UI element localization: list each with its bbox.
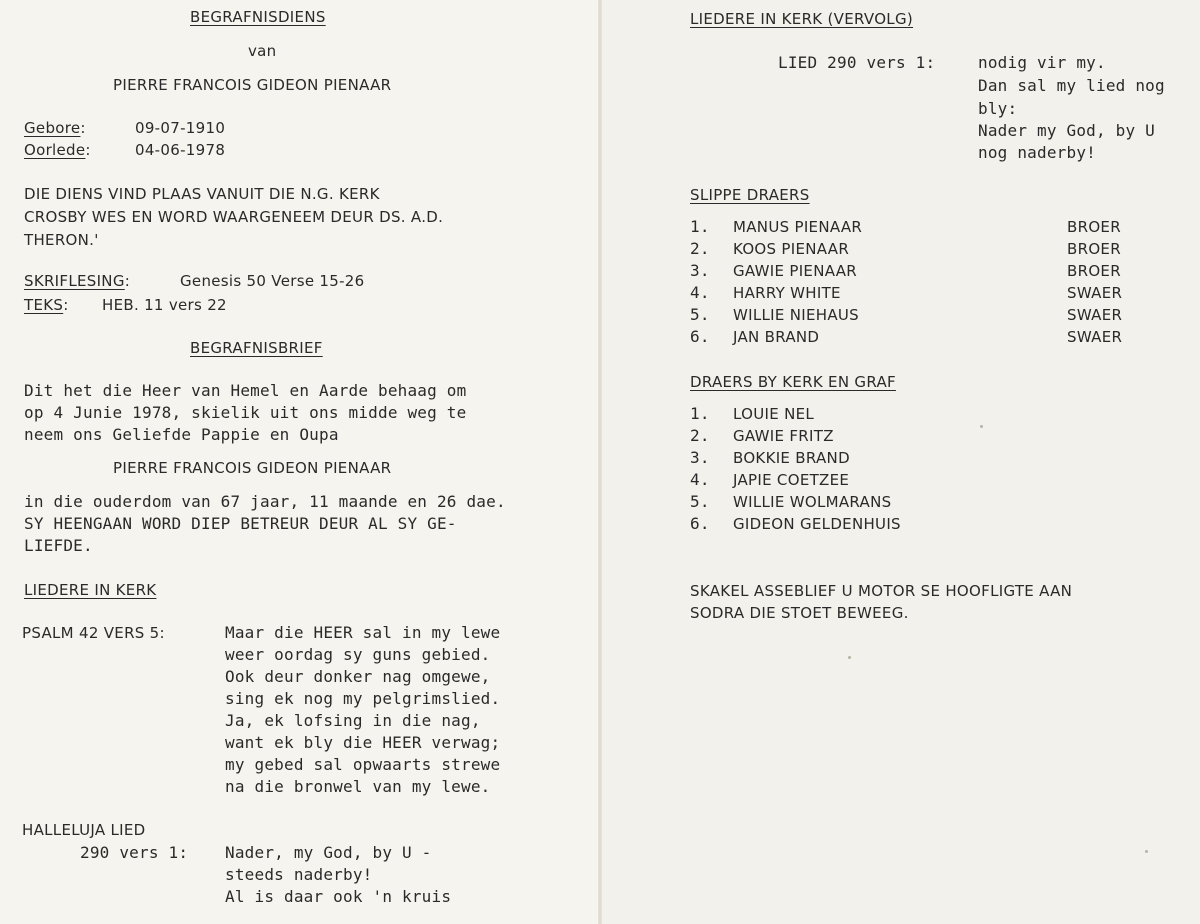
letter-title: BEGRAFNISBRIEF (190, 339, 323, 357)
slip-name: JAN BRAND (733, 328, 820, 346)
died-row (24, 139, 91, 161)
hallel-line: Al is daar ook 'n kruis (225, 887, 452, 906)
text-row (24, 294, 69, 316)
lied-line: nog naderby! (978, 143, 1096, 162)
slip-num: 5. (690, 305, 710, 324)
psalm-line: sing ek nog my pelgrimslied. (225, 689, 501, 708)
letter-line: op 4 Junie 1978, skielik uit ons midde weg te (24, 403, 467, 422)
letter-line: Dit het die Heer van Hemel en Aarde behaag om (24, 381, 467, 400)
text-label: TEKS (24, 296, 64, 314)
reading-colon: : (124, 272, 131, 290)
hallel-line: steeds naderby! (225, 865, 373, 884)
hallel-label: HALLELUJA LIED (22, 821, 146, 839)
psalm-line: Ook deur donker nag omgewe, (225, 667, 491, 686)
psalm-line: Maar die HEER sal in my lewe (225, 623, 501, 642)
bearer-name: GIDEON GELDENHUIS (733, 515, 901, 533)
notice-line: SKAKEL ASSEBLIEF U MOTOR SE HOOFLIGTE AAN (690, 582, 1073, 600)
bearer-name: LOUIE NEL (733, 405, 815, 423)
bearer-num: 5. (690, 492, 710, 511)
continued-title: LIEDERE IN KERK (VERVOLG) (690, 10, 914, 28)
slip-num: 4. (690, 283, 710, 302)
reading-label: SKRIFLESING (24, 272, 125, 290)
bearer-num: 1. (690, 404, 710, 423)
psalm-line: want ek bly die HEER verwag; (225, 733, 501, 752)
died-colon: : (85, 141, 91, 159)
letter-line: neem ons Geliefde Pappie en Oupa (24, 425, 339, 444)
service-line: CROSBY WES EN WORD WAARGENEEM DEUR DS. A.D. (24, 208, 444, 226)
psalm-line: na die bronwel van my lewe. (225, 777, 491, 796)
bearer-name: WILLIE WOLMARANS (733, 493, 892, 511)
psalm-label: PSALM 42 VERS 5: (22, 624, 165, 642)
text-text: HEB. 11 vers 22 (102, 296, 227, 314)
text-colon: : (63, 296, 69, 314)
van-text: van (248, 42, 277, 60)
notice-line: SODRA DIE STOET BEWEEG. (690, 604, 909, 622)
reading-row (24, 270, 130, 292)
letter-name: PIERRE FRANCOIS GIDEON PIENAAR (113, 459, 392, 477)
lied-line: Nader my God, by U (978, 121, 1155, 140)
letter-line: LIEFDE. (24, 536, 93, 555)
psalm-line: Ja, ek lofsing in die nag, (225, 711, 481, 730)
page-fold (598, 0, 602, 924)
died-date: 04-06-1978 (135, 141, 226, 159)
paper-speck (1145, 850, 1148, 853)
bearer-name: GAWIE FRITZ (733, 427, 834, 445)
bearer-num: 4. (690, 470, 710, 489)
slip-relation: BROER (1067, 218, 1121, 236)
letter-line: SY HEENGAAN WORD DIEP BETREUR DEUR AL SY GE- (24, 514, 457, 533)
bearer-name: JAPIE COETZEE (733, 471, 850, 489)
hallel-line: Nader, my God, by U - (225, 843, 432, 862)
psalm-line: weer oordag sy guns gebied. (225, 645, 491, 664)
bearer-num: 2. (690, 426, 710, 445)
paper-speck (848, 656, 851, 659)
lied-line: nodig vir my. (978, 53, 1106, 72)
bearer-num: 3. (690, 448, 710, 467)
slip-name: GAWIE PIENAAR (733, 262, 857, 280)
born-date: 09-07-1910 (135, 119, 226, 137)
slip-relation: SWAER (1067, 328, 1123, 346)
slip-name: WILLIE NIEHAUS (733, 306, 860, 324)
slip-relation: SWAER (1067, 284, 1123, 302)
bearer-num: 6. (690, 514, 710, 533)
slip-relation: SWAER (1067, 306, 1123, 324)
slip-num: 6. (690, 327, 710, 346)
slip-name: HARRY WHITE (733, 284, 841, 302)
born-row (24, 117, 86, 139)
service-line: DIE DIENS VIND PLAAS VANUIT DIE N.G. KERK (24, 185, 380, 203)
deceased-name: PIERRE FRANCOIS GIDEON PIENAAR (113, 76, 392, 94)
hallel-sub: 290 vers 1: (80, 843, 189, 862)
letter-line: in die ouderdom van 67 jaar, 11 maande en 26 dae. (24, 492, 506, 511)
born-label: Gebore (24, 119, 81, 137)
lied-line: bly: (978, 99, 1018, 118)
service-line: THERON.' (24, 231, 99, 249)
right-page (600, 0, 1200, 924)
lied-line: Dan sal my lied nog (978, 76, 1165, 95)
slip-num: 1. (690, 217, 710, 236)
heading-title: BEGRAFNISDIENS (190, 8, 326, 26)
slip-relation: BROER (1067, 240, 1121, 258)
born-colon: : (80, 119, 86, 137)
bearers-title: DRAERS BY KERK EN GRAF (690, 373, 896, 391)
slip-num: 3. (690, 261, 710, 280)
slip-bearers-title: SLIPPE DRAERS (690, 186, 810, 204)
bearer-name: BOKKIE BRAND (733, 449, 850, 467)
hymns-title: LIEDERE IN KERK (24, 581, 157, 599)
slip-relation: BROER (1067, 262, 1121, 280)
reading-text: Genesis 50 Verse 15-26 (180, 272, 365, 290)
slip-num: 2. (690, 239, 710, 258)
lied-label: LIED 290 vers 1: (778, 53, 936, 72)
slip-name: KOOS PIENAAR (733, 240, 850, 258)
psalm-line: my gebed sal opwaarts strewe (225, 755, 501, 774)
paper-speck (980, 425, 983, 428)
died-label: Oorlede (24, 141, 86, 159)
slip-name: MANUS PIENAAR (733, 218, 863, 236)
